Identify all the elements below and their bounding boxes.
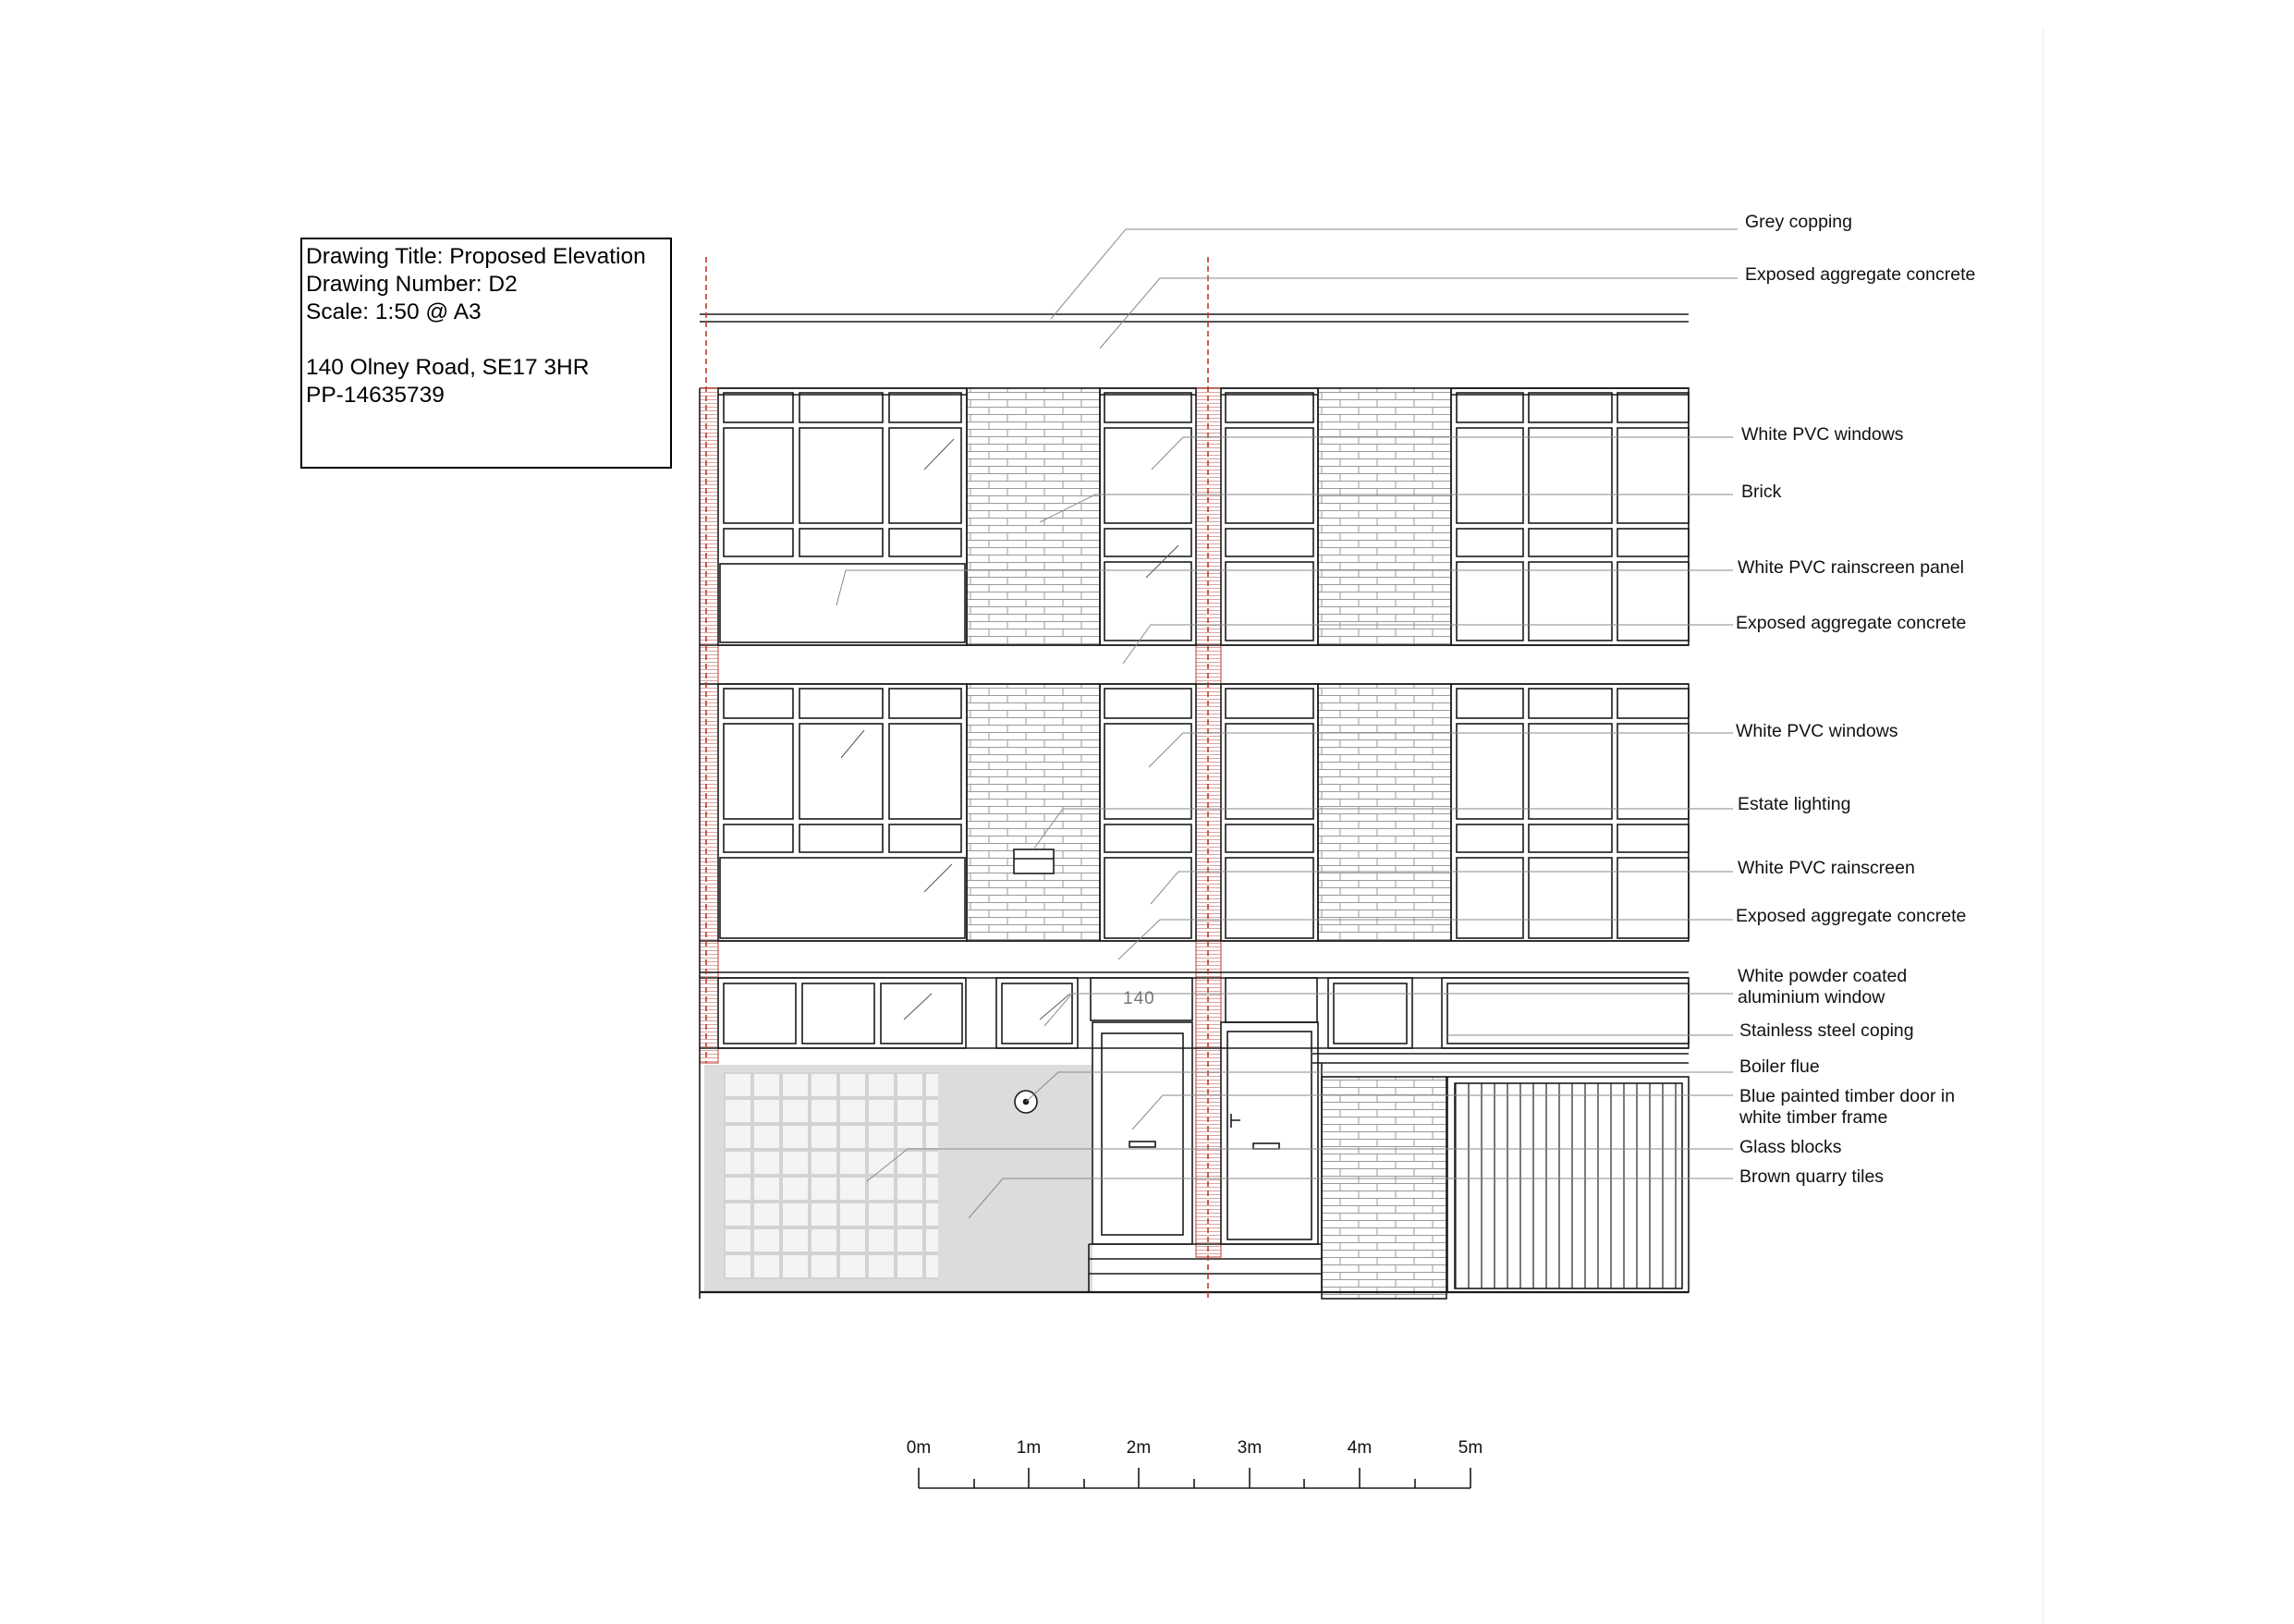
scale-label-1m: 1m	[1016, 1438, 1042, 1458]
callout-timber-door-line-2: white timber frame	[1739, 1107, 1888, 1128]
drawing-number: Drawing Number: D2	[306, 272, 518, 297]
callout-brown-quarry-tiles: Brown quarry tiles	[1739, 1166, 1885, 1187]
drawing-title: Drawing Title: Proposed Elevation	[306, 244, 646, 269]
drawing-scale: Scale: 1:50 @ A3	[306, 299, 482, 324]
callout-white-pvc-windows-upper: White PVC windows	[1741, 424, 1904, 445]
callout-exposed-aggregate-middle: Exposed aggregate concrete	[1736, 906, 1967, 926]
callout-glass-blocks: Glass blocks	[1739, 1137, 1842, 1157]
scale-bar-ticks	[919, 1468, 1470, 1488]
callout-aluminium-window-line-1: White powder coated	[1738, 966, 1908, 986]
callout-exposed-aggregate-top: Exposed aggregate concrete	[1745, 264, 1976, 285]
house-number: 140	[1123, 989, 1155, 1008]
callout-brick: Brick	[1741, 482, 1782, 502]
callout-white-pvc-windows-middle: White PVC windows	[1736, 721, 1898, 741]
planning-reference: PP-14635739	[306, 383, 445, 408]
callout-white-pvc-rainscreen: White PVC rainscreen	[1738, 858, 1915, 878]
scale-label-5m: 5m	[1458, 1438, 1483, 1458]
callout-aluminium-window-line-2: aluminium window	[1738, 987, 1885, 1007]
callout-stainless-steel-coping: Stainless steel coping	[1739, 1020, 1914, 1041]
callout-timber-door-line-1: Blue painted timber door in	[1739, 1086, 1956, 1106]
scale-label-2m: 2m	[1126, 1438, 1152, 1458]
callout-estate-lighting: Estate lighting	[1738, 794, 1851, 814]
site-address: 140 Olney Road, SE17 3HR	[306, 355, 590, 380]
callout-boiler-flue: Boiler flue	[1739, 1056, 1820, 1077]
scale-label-4m: 4m	[1347, 1438, 1373, 1458]
scale-label-0m: 0m	[906, 1438, 932, 1458]
callout-grey-copping: Grey copping	[1745, 212, 1852, 232]
scale-label-3m: 3m	[1237, 1438, 1263, 1458]
callout-exposed-aggregate-upper: Exposed aggregate concrete	[1736, 613, 1967, 633]
callout-white-pvc-rainscreen-panel: White PVC rainscreen panel	[1738, 557, 1964, 578]
